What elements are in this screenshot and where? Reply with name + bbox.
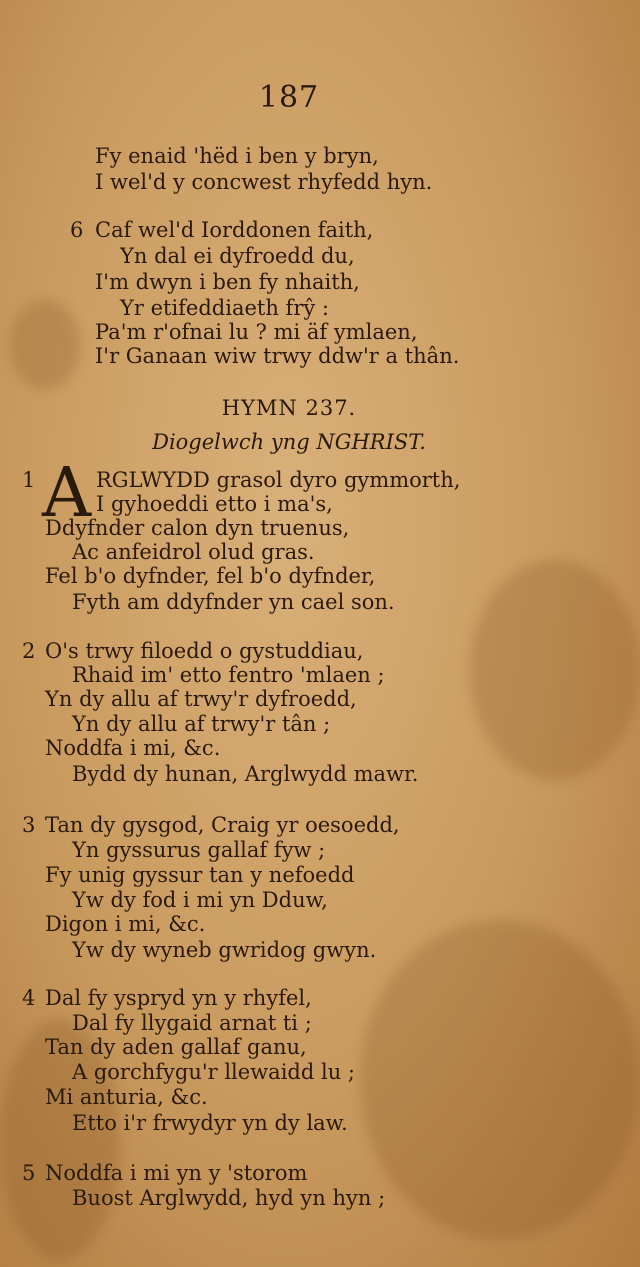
verse-number: 6 [70,218,84,242]
verse-line: I'r Ganaan wiw trwy ddw'r a thân. [95,344,460,368]
verse-line: O's trwy filoedd o gystuddiau, [45,639,364,663]
verse-line: Yn gyssurus gallaf fyw ; [72,838,326,862]
verse-line: Yw dy fod i mi yn Dduw, [72,888,328,912]
verse-line: I gyhoeddi etto i ma's, [96,492,333,516]
verse-number: 4 [22,986,36,1010]
page-number: 187 [258,80,320,115]
verse-number: 1 [22,468,36,492]
verse-line: Rhaid im' etto fentro 'mlaen ; [72,663,385,687]
verse-line: Dal fy llygaid arnat ti ; [72,1011,312,1035]
verse-line: Ddyfnder calon dyn truenus, [45,516,350,540]
verse-line: RGLWYDD grasol dyro gymmorth, [96,468,461,492]
verse-line: Noddfa i mi yn y 'storom [45,1161,308,1185]
verse-line: Fel b'o dyfnder, fel b'o dyfnder, [45,564,376,588]
verse-number: 3 [22,813,36,837]
verse-line: Mi anturia, &c. [45,1085,208,1109]
verse-line: Ac anfeidrol olud gras. [72,540,315,564]
drop-cap: A [42,454,92,533]
verse-line: Digon i mi, &c. [45,912,206,936]
verse-line: I wel'd y concwest rhyfedd hyn. [95,170,433,194]
verse-number: 2 [22,639,36,663]
verse-line: Tan dy aden gallaf ganu, [45,1035,307,1059]
hymn-title: HYMN 237. [221,396,357,420]
verse-line: Yw dy wyneb gwridog gwyn. [72,938,377,962]
hymn-subtitle: Diogelwch yng NGHRIST. [152,430,426,454]
paper-stain [470,560,640,780]
verse-line: Buost Arglwydd, hyd yn hyn ; [72,1186,386,1210]
verse-line: I'm dwyn i ben fy nhaith, [95,270,360,294]
paper-stain [360,920,640,1240]
verse-line: Caf wel'd Iorddonen faith, [95,218,374,242]
verse-line: Etto i'r frwydyr yn dy law. [72,1111,348,1135]
verse-line: Yn dy allu af trwy'r dyfroedd, [45,687,357,711]
verse-line: Tan dy gysgod, Craig yr oesoedd, [45,813,400,837]
verse-line: Bydd dy hunan, Arglwydd mawr. [72,762,419,786]
verse-line: Yn dal ei dyfroedd du, [120,244,355,268]
verse-line: Fy enaid 'hëd i ben y bryn, [95,144,379,168]
verse-line: Yn dy allu af trwy'r tân ; [72,712,331,736]
verse-line: A gorchfygu'r llewaidd lu ; [72,1060,355,1084]
verse-line: Fyth am ddyfnder yn cael son. [72,590,395,614]
verse-line: Fy unig gyssur tan y nefoedd [45,863,355,887]
paper-stain [10,300,80,390]
verse-line: Yr etifeddiaeth frŷ : [120,296,329,320]
verse-line: Pa'm r'ofnai lu ? mi äf ymlaen, [95,320,418,344]
verse-line: Dal fy yspryd yn y rhyfel, [45,986,312,1010]
verse-number: 5 [22,1161,36,1185]
verse-line: Noddfa i mi, &c. [45,736,221,760]
